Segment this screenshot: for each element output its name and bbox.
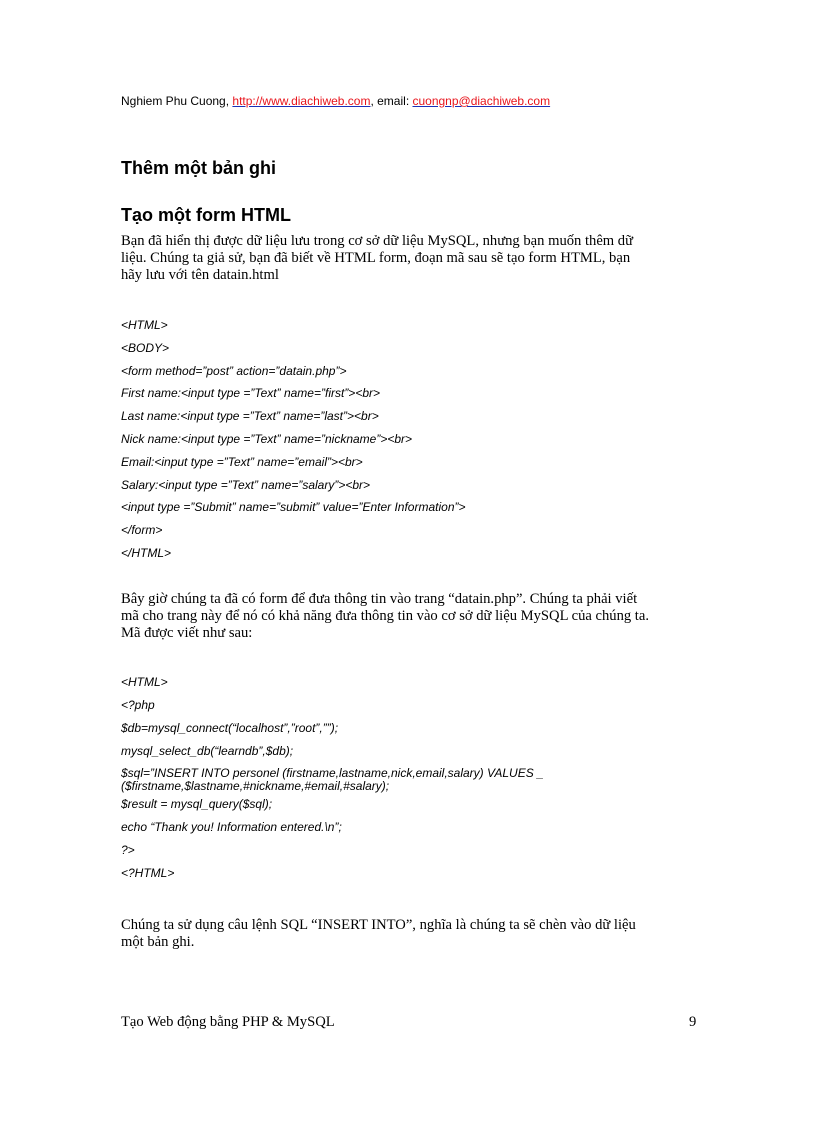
- code-line: ?>: [121, 843, 135, 857]
- code-line: </form>: [121, 523, 163, 538]
- code-line-part: $sql=”INSERT INTO personel (firstname,lastname,nick,email,salary) VALUES _: [121, 766, 544, 780]
- code-line: [121, 767, 544, 797]
- code-line: echo “Thank you! Information entered.\n”;: [121, 820, 342, 834]
- page-header: [121, 93, 550, 109]
- text-line: Bạn đã hiển thị được dữ liệu lưu trong cơ sở dữ liệu MySQL, nhưng bạn muốn thêm dữ: [121, 233, 634, 249]
- subsection-heading: Tạo một form HTML: [121, 205, 291, 225]
- code-line: Salary:<input type =”Text” name=”salary”><br>: [121, 477, 371, 492]
- code-line: <?php: [121, 698, 155, 712]
- text-line: Bây giờ chúng ta đã có form để đưa thông tin vào trang “datain.php”. Chúng ta phải viết: [121, 591, 638, 607]
- code-line: <form method=”post” action=”datain.php”>: [121, 363, 347, 378]
- code-line-part: ($firstname,$lastname,#nickname,#email,#salary);: [121, 779, 390, 793]
- php-insert-code: [121, 675, 544, 889]
- text-line: liệu. Chúng ta giả sử, bạn đã biết về HTML form, đoạn mã sau sẽ tạo form HTML, bạn: [121, 250, 631, 266]
- email-label: , email:: [370, 94, 413, 108]
- code-line: <BODY>: [121, 340, 170, 355]
- html-form-code: [121, 318, 466, 569]
- code-line: $result = mysql_query($sql);: [121, 797, 273, 811]
- code-line: Email:<input type =”Text” name=”email”><br>: [121, 454, 363, 469]
- code-line: $db=mysql_connect(“localhost”,”root”,””);: [121, 721, 339, 735]
- page-number: 9: [689, 1014, 697, 1030]
- text-line: Mã được viết như sau:: [121, 625, 253, 641]
- code-line: <input type =”Submit” name=”submit” value=”Enter Information”>: [121, 500, 466, 515]
- text-line: một bản ghi.: [121, 934, 195, 950]
- explanation-paragraph: [121, 591, 701, 642]
- footer-title: Tạo Web động bằng PHP & MySQL: [121, 1014, 335, 1030]
- text-line: Chúng ta sử dụng câu lệnh SQL “INSERT INTO”, nghĩa là chúng ta sẽ chèn vào dữ liệu: [121, 917, 636, 933]
- section-heading: Thêm một bản ghi: [121, 158, 276, 178]
- code-line: Last name:<input type =”Text” name=”last”><br>: [121, 409, 379, 424]
- website-link[interactable]: http://www.diachiweb.com: [232, 94, 371, 108]
- author-name: Nghiem Phu Cuong,: [121, 94, 233, 108]
- code-line: First name:<input type =”Text” name=”first”><br>: [121, 386, 381, 401]
- code-line: <HTML>: [121, 318, 168, 332]
- closing-paragraph: [121, 917, 701, 951]
- text-line: hãy lưu với tên datain.html: [121, 267, 279, 283]
- code-line: mysql_select_db(“learndb”,$db);: [121, 744, 294, 758]
- intro-paragraph: [121, 233, 701, 284]
- email-link[interactable]: cuongnp@diachiweb.com: [412, 94, 551, 108]
- code-line: Nick name:<input type =”Text” name=”nickname”><br>: [121, 431, 413, 446]
- code-line: </HTML>: [121, 545, 172, 560]
- text-line: mã cho trang này để nó có khả năng đưa thông tin vào cơ sở dữ liệu MySQL của chúng ta.: [121, 608, 649, 624]
- code-line: <?HTML>: [121, 866, 175, 880]
- code-line: <HTML>: [121, 675, 168, 689]
